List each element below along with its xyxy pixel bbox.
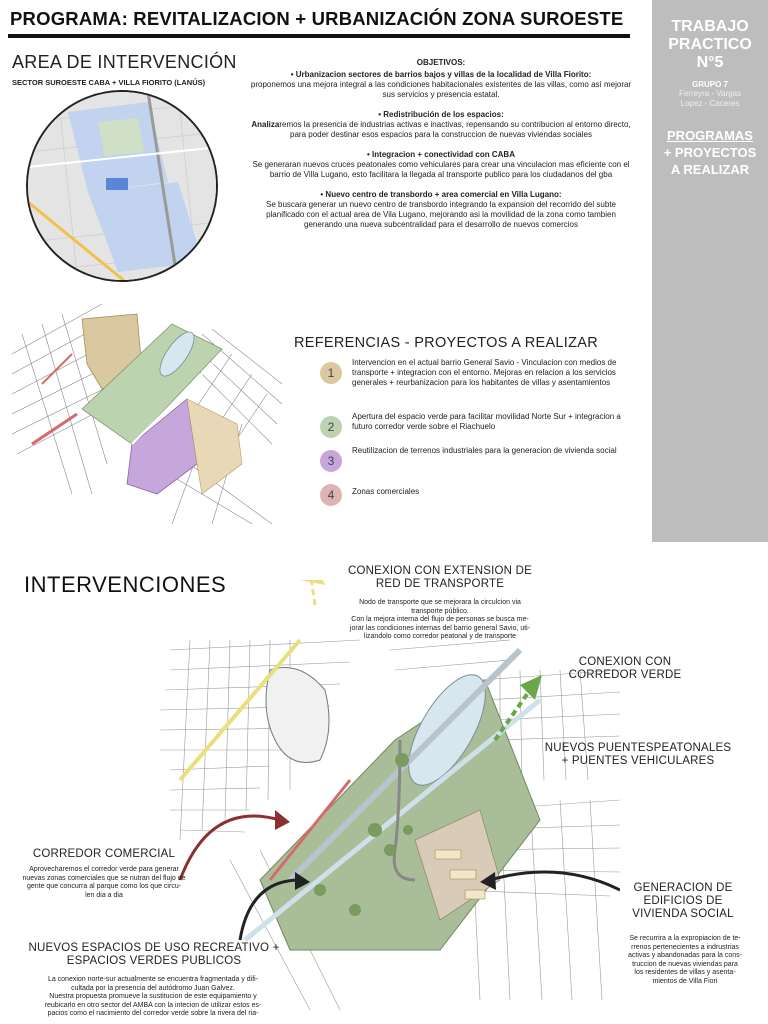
transport-label-2: RED DE TRANSPORTE: [375, 578, 505, 590]
transport-label-1: CONEXION CON EXTENSION DE: [348, 565, 532, 577]
housing-desc-3: activas y abandonadas para la cons-: [627, 952, 743, 960]
transport-desc-2: transporte público.: [411, 607, 469, 615]
green-corridor-label: [540, 656, 710, 682]
housing-desc-5: los residentes de villas y asenta-: [634, 969, 736, 977]
recreation-desc-3: Nuestra propuesta promueve la sustitucion de este equipamiento y: [49, 993, 257, 1001]
references-title: REFERENCIAS - PROYECTOS A REALIZAR: [294, 335, 599, 351]
reference-number: 2: [320, 416, 342, 438]
objective-body: remos la presencia de industrias activas e inactivas, repensando su contribucion al entorno directo, para poder destinar esos espacios para la construccion de nuevas viviendas sociales: [279, 120, 631, 139]
panel-members-2: Lopez - Caceres: [680, 99, 740, 108]
panel-trabajo: TRABAJO: [671, 18, 749, 35]
reference-item-4: [320, 480, 630, 506]
side-panel: [652, 0, 768, 542]
reference-item-3: [320, 446, 630, 472]
transport-label: [320, 565, 560, 591]
reference-text: Reutilizacion de terrenos industriales para la generacion de vivienda social: [352, 446, 617, 455]
page-title: PROGRAMA: REVITALIZACION + URBANIZACIÓN ZONA SUROESTE: [10, 8, 624, 29]
commercial-label: CORREDOR COMERCIAL: [32, 848, 176, 860]
recreation-label: [6, 942, 302, 968]
recreation-description: [8, 976, 298, 1019]
location-map: [26, 90, 218, 282]
objective-body-bold: Analiza: [251, 120, 280, 129]
objective-body: Se generaran nuevos cruces peatonales como vehiculares para crear una vinculacion mas eficiente con el barrio de Villa Lugano, esto facilitara la llegada al transporte publico para los ciudadanos del gba: [252, 160, 630, 179]
interventions-title: INTERVENCIONES: [24, 572, 227, 597]
area-title: AREA DE INTERVENCIÓN: [12, 52, 237, 72]
housing-label-3: VIVIENDA SOCIAL: [632, 908, 734, 920]
green-label-2: CORREDOR VERDE: [568, 669, 682, 681]
objectives-heading: OBJETIVOS:: [416, 58, 466, 67]
site-plan-references: [12, 294, 284, 524]
reference-number: 4: [320, 484, 342, 506]
objective-item: [250, 190, 632, 230]
commercial-description: [4, 866, 204, 900]
transport-description: [320, 599, 560, 642]
bridges-label-1: NUEVOS PUENTESPEATONALES: [544, 742, 732, 754]
reference-text: Zonas comerciales: [352, 487, 420, 496]
transport-desc-1: Nodo de transporte que se mejorara la circulcion via: [359, 599, 521, 606]
housing-desc-4: truccion de nuevas viviendas para: [632, 960, 738, 968]
commercial-desc-1: Aprovecharemos el corredor verde para generar: [29, 866, 179, 873]
panel-programs: [652, 127, 768, 178]
panel-members-1: Ferreyra - Vargas: [678, 89, 742, 98]
housing-label: [600, 882, 766, 921]
reference-number: 3: [320, 450, 342, 472]
housing-desc-1: Se recurrira a la expropiacion de te-: [629, 935, 741, 942]
objective-title: • Integracion + conectividad con CABA: [367, 150, 515, 159]
location-map-graphic: [28, 92, 218, 282]
bridges-label-2: + PUENTES VEHICULARES: [561, 755, 715, 767]
reference-number: 1: [320, 362, 342, 384]
green-label-1: CONEXION CON: [578, 656, 672, 668]
panel-programs-2: + PROYECTOS: [663, 145, 757, 160]
transport-desc-4: jorar las condiciones internas del barrio general Savio, uti-: [349, 624, 531, 632]
recreation-label-1: NUEVOS ESPACIOS DE USO RECREATIVO +: [28, 942, 280, 954]
panel-practico: PRACTICO: [668, 36, 752, 53]
title-divider: [8, 34, 630, 38]
commercial-desc-4: len dia a dia: [85, 891, 123, 899]
objective-body: proponemos una mejora integral a las condiciones habitacionales existentes de las villas, como así mejorar sus servicios y presencia estatal.: [250, 80, 632, 99]
housing-label-1: GENERACION DE: [633, 882, 733, 894]
objective-body: Se buscara generar un nuevo centro de transbordo integrando la expansion del recorrido del subte planificado con el actual area de Vila Lugano, mejorando asi la movilidad de la zona como tambien generando una nueva subcentralidad para el desarrollo de nuevos comercios: [265, 200, 616, 229]
recreation-label-2: ESPACIOS VERDES PUBLICOS: [66, 955, 242, 967]
panel-number: N°5: [696, 54, 724, 71]
housing-description: [610, 935, 760, 987]
area-subtitle: SECTOR SUROESTE CABA + VILLA FIORITO (LANÚS): [12, 78, 206, 87]
objective-item: [250, 70, 632, 100]
housing-label-2: EDIFICIOS DE: [643, 895, 723, 907]
panel-group: GRUPO 7: [691, 80, 728, 89]
objective-title: • Urbanizacion sectores de barrios bajos y villas de la localidad de Villa Fiorito:: [290, 70, 592, 79]
transport-desc-5: lizandolo como corredor peatonal y de transporte: [363, 633, 517, 641]
transport-desc-3: Con la mejora interna del flujo de personas se busca me-: [351, 616, 529, 624]
housing-desc-2: rrenos pertenecientes a indrustrias: [631, 943, 739, 951]
objective-title: • Redistribución de los espacios:: [378, 110, 504, 119]
recreation-desc-2: cultada por la presencia del autódromo Juan Galvez.: [71, 984, 235, 992]
panel-programs-1: PROGRAMAS: [667, 128, 753, 143]
reference-text: Intervencion en el actual barrio General Savio - Vinculacion con medios de transporte + integracion con el entorno. Mejoras en relacion a los servicios generales + reurbanizacion para los habitantes de villas y asentamientos: [352, 358, 617, 387]
reference-item-1: [320, 358, 630, 388]
panel-programs-3: A REALIZAR: [670, 162, 750, 177]
objective-item: [250, 110, 632, 140]
reference-text: Apertura del espacio verde para facilitar movilidad Norte Sur + integracion a futuro corredor verde sobre el Riachuelo: [352, 412, 621, 431]
commercial-desc-2: nuevas zonas comerciales que se nutran del flujo de: [22, 874, 186, 882]
recreation-desc-4: reubicarlo en otro sector del AMBA con la intecion de utilizar estos es-: [44, 1001, 262, 1009]
objectives: [250, 58, 632, 240]
objective-title: • Nuevo centro de transbordo + area comercial en Villa Lugano:: [320, 190, 562, 199]
commercial-desc-3: gente que concurra al parque como los que circu-: [26, 883, 182, 891]
reference-item-2: [320, 412, 630, 438]
recreation-desc-1: La conexion norte-sur actualmente se encuentra fragmentada y difi-: [47, 976, 259, 983]
site-plan-top-graphic: [12, 294, 284, 524]
map-pin-icon: [106, 178, 128, 190]
housing-desc-6: mientos de Villa Fiori: [652, 977, 718, 985]
recreation-desc-5: pacios como el nacimiento del corredor verde sobre la rivera del ria-: [47, 1010, 259, 1018]
bridges-label: [518, 742, 758, 768]
objective-item: [250, 150, 632, 180]
